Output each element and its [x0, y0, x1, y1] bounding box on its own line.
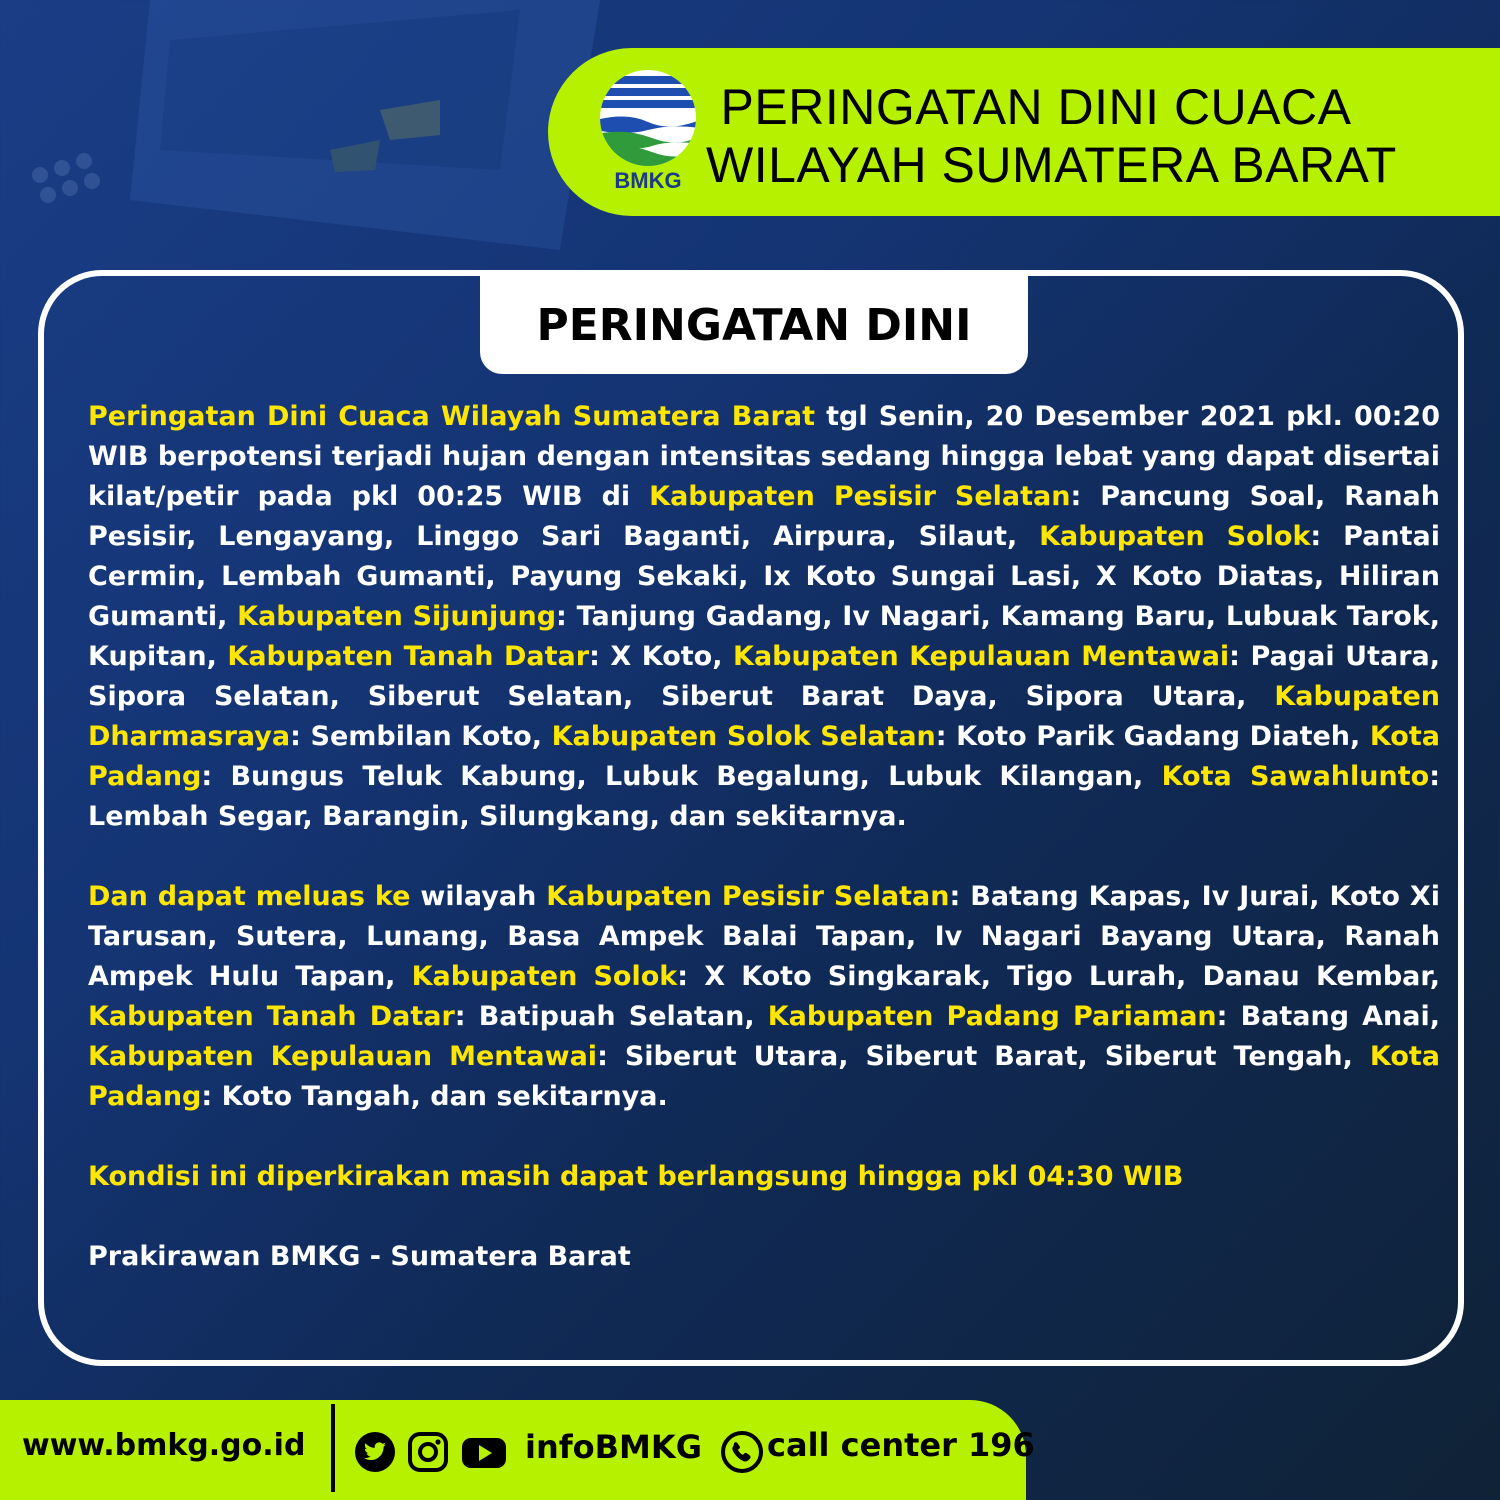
highlight-text: Dan dapat meluas ke	[88, 881, 411, 912]
highlight-text: Kabupaten Solok	[1039, 521, 1311, 552]
website-link[interactable]: www.bmkg.go.id	[22, 1428, 306, 1463]
highlight-text: Kota Padang	[88, 721, 1440, 792]
card-tab-title: PERINGATAN DINI	[480, 276, 1028, 374]
warning-content	[88, 397, 1440, 1277]
signature-text: Prakirawan BMKG - Sumatera Barat	[88, 1241, 631, 1272]
social-handle[interactable]: infoBMKG	[525, 1428, 702, 1466]
header-title-line1: PERINGATAN DINI CUACA	[720, 79, 1352, 135]
body-text: : Batang Kapas, Iv Jurai, Koto Xi Tarusan, Sutera, Lunang, Basa Ampek Balai Tapan, Iv Nagari Bayang Utara, Ranah Ampek Hulu Tapan,	[88, 881, 1440, 992]
condition-text: Kondisi ini diperkirakan masih dapat berlangsung hingga pkl 04:30 WIB	[88, 1161, 1184, 1192]
highlight-text: Kabupaten Pesisir Selatan	[649, 481, 1071, 512]
highlight-text: Kota Padang	[88, 1041, 1440, 1112]
twitter-icon[interactable]	[353, 1430, 397, 1474]
header-title	[706, 78, 1397, 194]
warning-paragraph-2	[88, 877, 1440, 1117]
dot	[76, 153, 92, 169]
body-text: : Pagai Utara, Sipora Selatan, Siberut Selatan, Siberut Barat Daya, Sipora Utara,	[88, 641, 1440, 712]
body-text: : Lembah Segar, Barangin, Silungkang, dan sekitarnya.	[88, 761, 1440, 832]
highlight-text: Kabupaten Sijunjung	[237, 601, 557, 632]
highlight-text: Kota Sawahlunto	[1161, 761, 1430, 792]
call-center-text[interactable]: call center 196	[767, 1426, 1035, 1464]
body-text: : Batipuah Selatan,	[454, 1001, 768, 1032]
logo-text: BMKG	[614, 168, 682, 193]
body-text: : Pantai Cermin, Lembah Gumanti, Payung Sekaki, Ix Koto Sungai Lasi, X Koto Diatas, Hiliran Gumanti,	[88, 521, 1440, 632]
dot	[32, 167, 48, 183]
highlight-text: Kabupaten Kepulauan Mentawai	[733, 641, 1230, 672]
dot	[84, 173, 100, 189]
dot	[62, 180, 78, 196]
body-text: : Pancung Soal, Ranah Pesisir, Lengayang, Linggo Sari Baganti, Airpura, Silaut,	[88, 481, 1440, 552]
dot	[54, 160, 70, 176]
instagram-icon[interactable]	[406, 1430, 450, 1474]
body-text: : X Koto,	[589, 641, 734, 672]
body-text: : Tanjung Gadang, Iv Nagari, Kamang Baru, Lubuak Tarok, Kupitan,	[88, 601, 1440, 672]
body-text: : Bungus Teluk Kabung, Lubuk Begalung, Lubuk Kilangan,	[201, 761, 1162, 792]
body-text: : Siberut Utara, Siberut Barat, Siberut Tengah,	[597, 1041, 1370, 1072]
body-text: tgl Senin, 20 Desember 2021 pkl. 00:20 WIB berpotensi terjadi hujan dengan intensitas sedang hingga lebat yang dapat disertai kilat/petir pada pkl 00:25 WIB di	[88, 401, 1440, 512]
body-text: wilayah	[410, 881, 547, 912]
body-text: : Koto Parik Gadang Diateh,	[935, 721, 1370, 752]
youtube-icon[interactable]	[460, 1430, 508, 1474]
highlight-text: Peringatan Dini Cuaca Wilayah Sumatera Barat	[88, 401, 815, 432]
body-text: : Sembilan Koto,	[290, 721, 552, 752]
body-text: : Koto Tangah, dan sekitarnya.	[201, 1081, 668, 1112]
highlight-text: Kabupaten Solok Selatan	[551, 721, 936, 752]
highlight-text: Kabupaten Pesisir Selatan	[546, 881, 950, 912]
highlight-text: Kabupaten Solok	[411, 961, 678, 992]
highlight-text: Kabupaten Kepulauan Mentawai	[88, 1041, 598, 1072]
highlight-text: Kabupaten Tanah Datar	[88, 1001, 455, 1032]
phone-icon	[720, 1430, 764, 1474]
highlight-text: Kabupaten Dharmasraya	[88, 681, 1440, 752]
highlight-text: Kabupaten Tanah Datar	[227, 641, 590, 672]
footer-divider	[331, 1404, 335, 1492]
dot	[40, 187, 56, 203]
body-text: : Batang Anai,	[1216, 1001, 1440, 1032]
warning-paragraph-1	[88, 397, 1440, 837]
body-text: : X Koto Singkarak, Tigo Lurah, Danau Kembar,	[677, 961, 1440, 992]
highlight-text: Kabupaten Padang Pariaman	[767, 1001, 1217, 1032]
header-title-line2: WILAYAH SUMATERA BARAT	[706, 137, 1397, 193]
